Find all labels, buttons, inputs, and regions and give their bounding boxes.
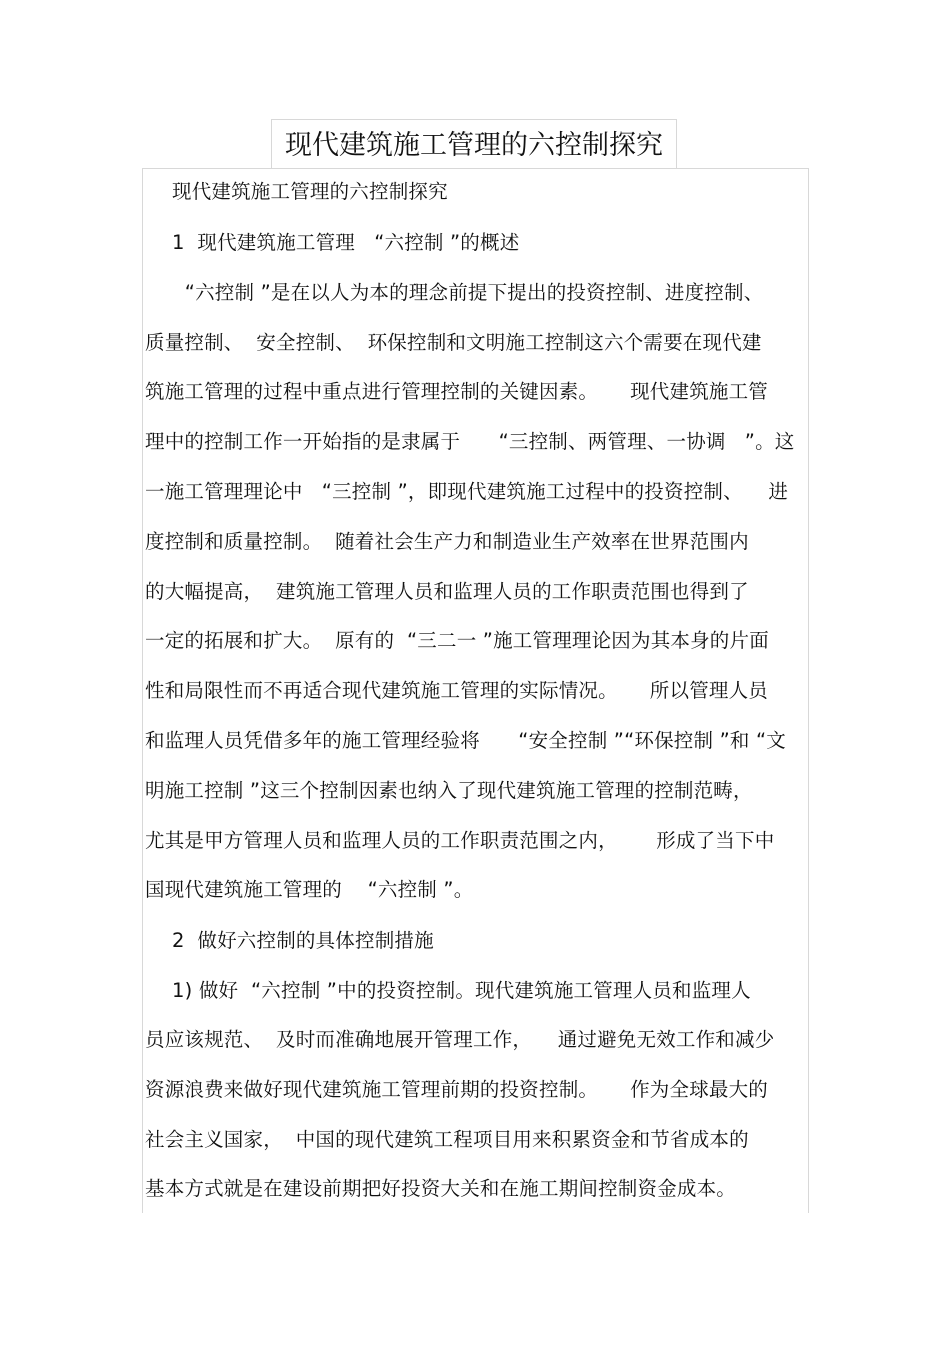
paragraph-line: 国现代建筑施工管理的 “六控制 ”。 (145, 878, 474, 901)
paragraph-line: 基本方式就是在建设前期把好投资大关和在施工期间控制资金成本。 (145, 1177, 737, 1200)
paragraph-line: 尤其是甲方管理人员和监理人员的工作职责范围之内， 形成了当下中 (145, 829, 775, 852)
paragraph-line: 员应该规范、 及时而准确地展开管理工作， 通过避免无效工作和减少 (145, 1028, 775, 1051)
paragraph-line: 的大幅提高， 建筑施工管理人员和监理人员的工作职责范围也得到了 (145, 580, 749, 603)
paragraph-line: 1) 做好 “六控制 ”中的投资控制。现代建筑施工管理人员和监理人 (172, 979, 751, 1002)
paragraph-line: 和监理人员凭借多年的施工管理经验将 “安全控制 ”“环保控制 ”和 “文 (145, 729, 786, 752)
paragraph-line: 明施工控制 ”这三个控制因素也纳入了现代建筑施工管理的控制范畴， (145, 779, 753, 802)
document-title: 现代建筑施工管理的六控制探究 (285, 130, 663, 161)
paragraph-line: 一施工管理理论中 “三控制 ”，即现代建筑施工过程中的投资控制、 进 (145, 480, 789, 503)
paragraph-line: 一定的拓展和扩大。 原有的 “三二一 ”施工管理理论因为其本身的片面 (145, 629, 769, 652)
paragraph-line: 社会主义国家， 中国的现代建筑工程项目用来积累资金和节省成本的 (145, 1128, 749, 1151)
paragraph-line: 度控制和质量控制。 随着社会生产力和制造业生产效率在世界范围内 (145, 530, 749, 553)
paragraph-line: 筑施工管理的过程中重点进行管理控制的关键因素。 现代建筑施工管 (145, 380, 768, 403)
section-heading-1: 1 现代建筑施工管理 “六控制 ”的概述 (172, 231, 520, 254)
subtitle-line: 现代建筑施工管理的六控制探究 (172, 180, 448, 203)
paragraph-line: 理中的控制工作一开始指的是隶属于 “三控制、两管理、一协调 ”。这 (145, 430, 795, 453)
paragraph-line: 性和局限性而不再适合现代建筑施工管理的实际情况。 所以管理人员 (145, 679, 768, 702)
section-heading-2: 2 做好六控制的具体控制措施 (172, 929, 434, 952)
paragraph-line: “六控制 ”是在以人为本的理念前提下提出的投资控制、进度控制、 (172, 281, 764, 304)
paragraph-line: 质量控制、 安全控制、 环保控制和文明施工控制这六个需要在现代建 (145, 331, 762, 354)
paragraph-line: 资源浪费来做好现代建筑施工管理前期的投资控制。 作为全球最大的 (145, 1078, 768, 1101)
title-frame (271, 119, 677, 169)
